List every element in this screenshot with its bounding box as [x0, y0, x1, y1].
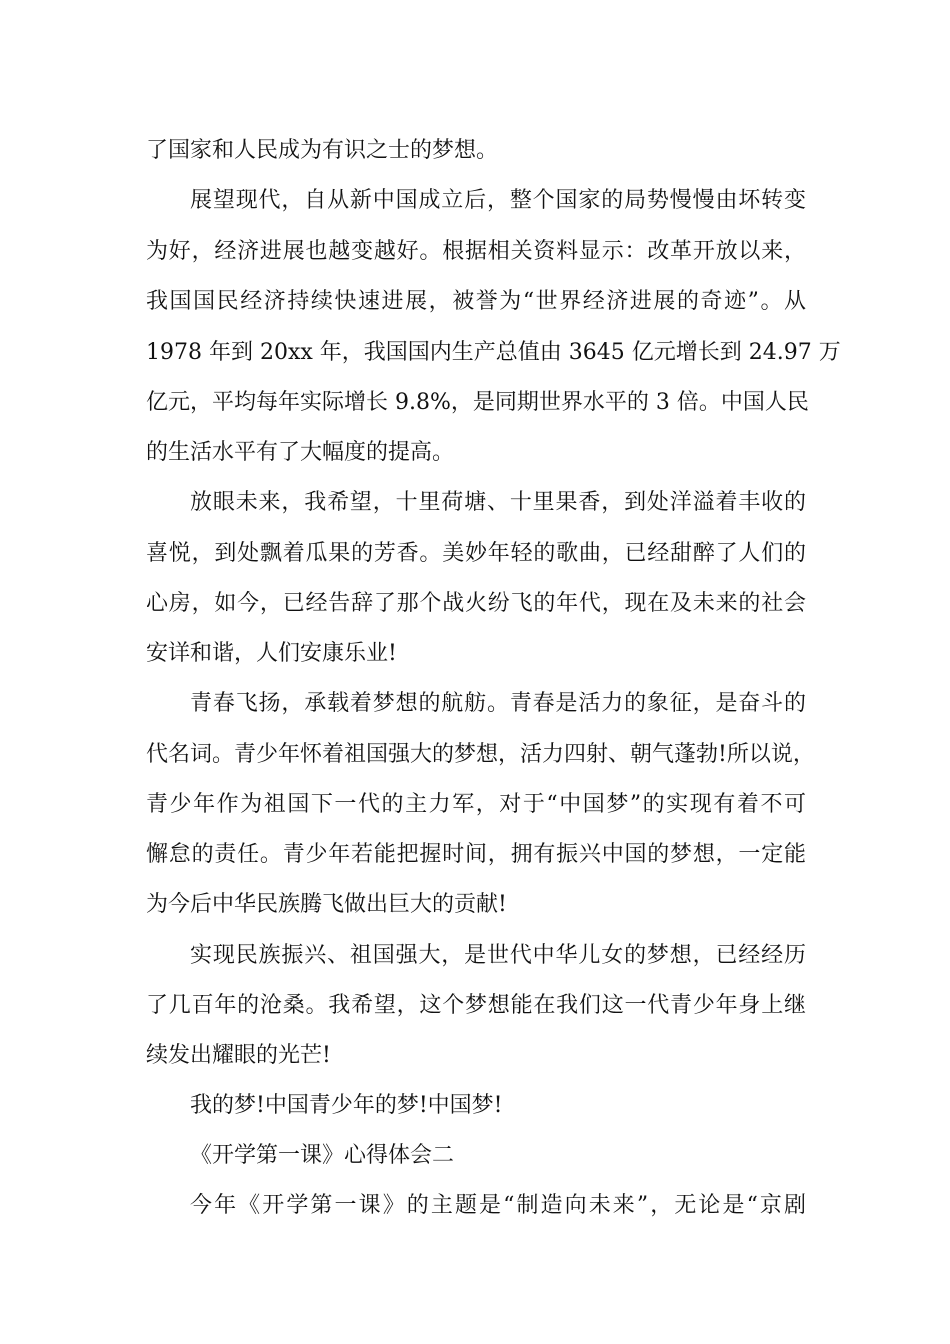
section-heading: 《开学第一课》心得体会二	[190, 1143, 455, 1168]
text-line: 我国国民经济持续快速进展，被誉为“世界经济进展的奇迹”。从	[146, 289, 806, 314]
text-line: 为今后中华民族腾飞做出巨大的贡献!	[146, 892, 507, 917]
text-line: 放眼未来，我希望，十里荷塘、十里果香，到处洋溢着丰收的	[190, 490, 806, 515]
text-line: 了几百年的沧桑。我希望，这个梦想能在我们这一代青少年身上继	[146, 993, 806, 1018]
text-line: 我的梦!中国青少年的梦!中国梦!	[190, 1093, 503, 1118]
text-line: 的生活水平有了大幅度的提高。	[146, 440, 455, 465]
text-line: 亿元，平均每年实际增长 9.8%，是同期世界水平的 3 倍。中国人民	[146, 390, 809, 415]
text-line: 实现民族振兴、祖国强大，是世代中华儿女的梦想，已经经历	[190, 943, 806, 968]
text-line: 青春飞扬，承载着梦想的航舫。青春是活力的象征，是奋斗的	[190, 691, 806, 716]
text-line: 懈怠的责任。青少年若能把握时间，拥有振兴中国的梦想，一定能	[146, 842, 806, 867]
text-line: 了国家和人民成为有识之士的梦想。	[146, 138, 499, 163]
text-line: 青少年作为祖国下一代的主力军，对于“中国梦”的实现有着不可	[146, 792, 806, 817]
text-line: 安详和谐，人们安康乐业!	[146, 641, 397, 666]
text-line: 展望现代，自从新中国成立后，整个国家的局势慢慢由坏转变	[190, 188, 806, 213]
text-line: 续发出耀眼的光芒!	[146, 1043, 331, 1068]
text-line: 今年《开学第一课》的主题是“制造向未来”，无论是“京剧	[190, 1193, 806, 1218]
text-line: 喜悦，到处飘着瓜果的芳香。美妙年轻的歌曲，已经甜醉了人们的	[146, 541, 806, 566]
text-line: 心房，如今，已经告辞了那个战火纷飞的年代，现在及未来的社会	[146, 591, 806, 616]
text-line: 代名词。青少年怀着祖国强大的梦想，活力四射、朝气蓬勃!所以说，	[146, 742, 815, 767]
text-line: 为好，经济进展也越变越好。根据相关资料显示：改革开放以来，	[146, 239, 806, 264]
text-line: 1978 年到 20xx 年，我国国内生产总值由 3645 亿元增长到 24.97 万	[146, 340, 841, 365]
